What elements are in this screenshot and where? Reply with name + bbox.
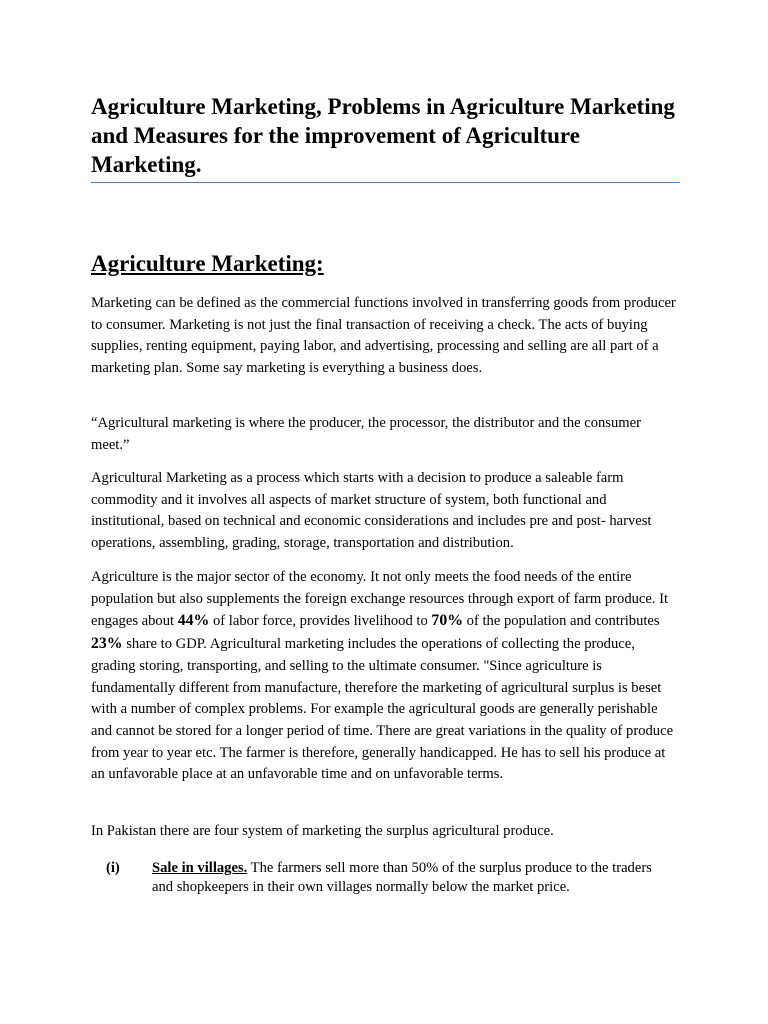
paragraph-quote: “Agricultural marketing is where the producer, the processor, the distributor and the consumer meet.”: [91, 415, 641, 453]
paragraph-economy-text-c: of the population and contributes: [463, 613, 660, 630]
paragraph-economy-text-d: share to GDP. Agricultural marketing includes the operations of collecting the produce, grading storing, transporting, and selling to the ultimate consumer. "Since agriculture is fundamentally different from manufacture, therefore the marketing of agricultural surplus is beset with a number of complex problems. For example the agricultural goods are generally perishable and cannot be stored for a longer period of time. There are great variations in the quality of produce from year to year etc. The farmer is therefore, generally handicapped. He has to sell his produce at an unfavorable place at an unfavorable time and on unfavorable terms.: [91, 636, 674, 783]
document-title: Agriculture Marketing, Problems in Agriculture Marketing and Measures for the improvement of Agriculture Marketing.: [91, 94, 675, 177]
paragraph-definition: Marketing can be defined as the commercial functions involved in transferring goods from producer to consumer. Marketing is not just the final transaction of receiving a check. The acts of buying supplies, renting equipment, paying labor, and advertising, processing and selling are all part of a marketing plan. Some say marketing is everything a business does.: [91, 295, 676, 377]
paragraph-economy-text-a: Agriculture is the major sector of the economy. It not only meets the food needs of the entire population but also supplements the foreign exchange resources through export of farm produce. It engages about: [91, 569, 669, 630]
gdp-share: 23%: [91, 635, 123, 653]
paragraph-economy-text-b: of labor force, provides livelihood to: [209, 613, 432, 630]
labor-force-share: 44%: [177, 612, 210, 630]
list-item-text: The farmers sell more than 50% of the surplus produce to the traders and shopkeepers in their own villages normally below the market price.: [152, 860, 652, 895]
title-divider: [91, 182, 680, 183]
livelihood-share: 70%: [431, 612, 464, 630]
paragraph-economy: [91, 567, 681, 786]
list-item-marker: (i): [106, 860, 120, 876]
section-heading: Agriculture Marketing:: [91, 251, 324, 276]
list-item-body: [152, 859, 672, 897]
list-item-term: Sale in villages.: [152, 860, 248, 876]
paragraph-process: Agricultural Marketing as a process which starts with a decision to produce a saleable farm commodity and it involves all aspects of market structure of system, both functional and institutional, based on technical and economic considerations and includes pre and post- harvest operations, assembling, grading, storage, transportation and distribution.: [91, 470, 652, 552]
paragraph-marketing-systems: In Pakistan there are four system of marketing the surplus agricultural produce.: [91, 823, 554, 839]
